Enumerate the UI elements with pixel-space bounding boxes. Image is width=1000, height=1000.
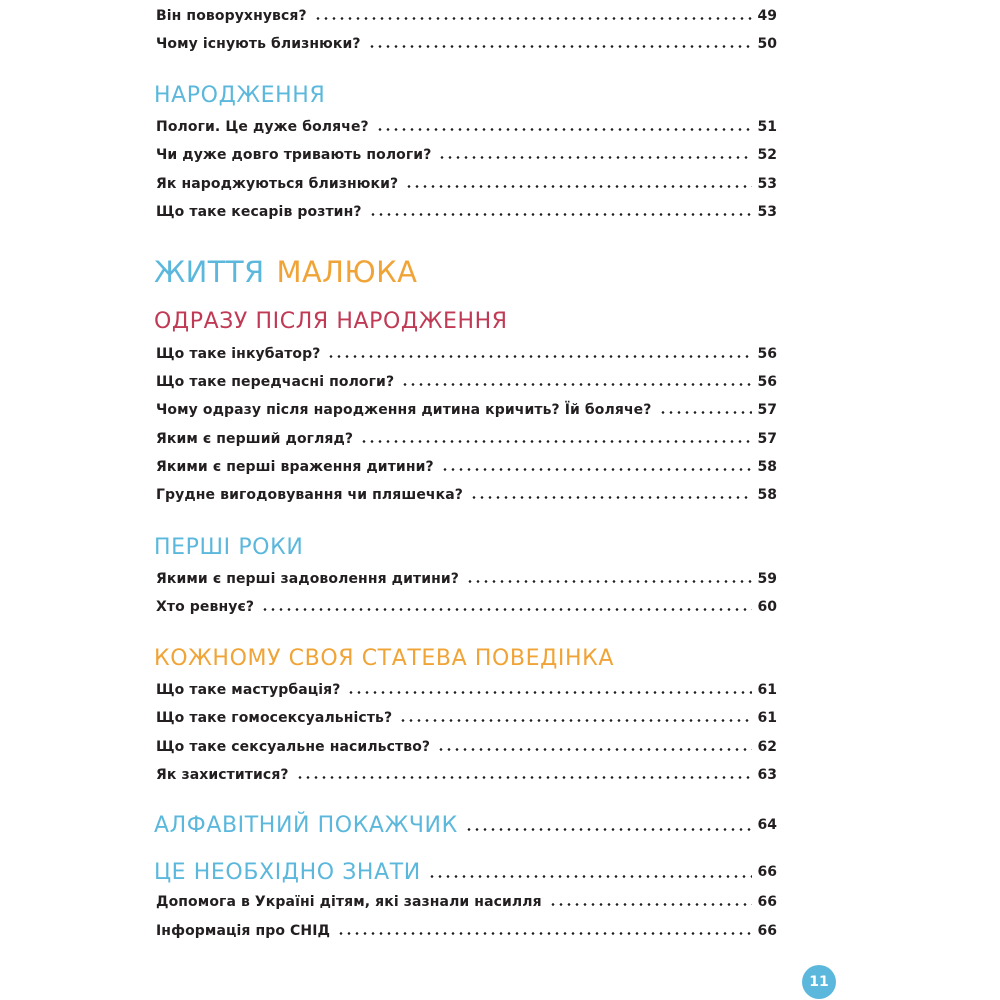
toc-entry-page: 49 xyxy=(757,8,777,24)
toc-entry-page: 50 xyxy=(757,36,777,52)
toc-entry-must-know[interactable] xyxy=(154,855,777,889)
toc-entry[interactable] xyxy=(156,427,777,451)
dot-leader xyxy=(470,496,752,499)
toc-entry-page: 56 xyxy=(757,346,777,362)
toc-entry-page: 64 xyxy=(757,817,777,833)
dot-leader xyxy=(465,828,752,831)
section-heading-after-birth[interactable]: ОДРАЗУ ПІСЛЯ НАРОДЖЕННЯ xyxy=(154,308,508,334)
part-title xyxy=(154,255,417,289)
toc-entry-page: 61 xyxy=(757,682,777,698)
toc-entry-label: Допомога в Україні дітям, які зазнали насилля xyxy=(156,894,542,910)
section-heading-index: АЛФАВІТНИЙ ПОКАЖЧИК xyxy=(154,812,458,838)
dot-leader xyxy=(368,45,752,48)
toc-entry[interactable] xyxy=(156,735,777,759)
toc-entry-page: 66 xyxy=(757,923,777,939)
toc-entry-label: Що таке сексуальне насильство? xyxy=(156,739,431,755)
toc-entry-label: Що таке передчасні пологи? xyxy=(156,374,395,390)
dot-leader xyxy=(549,903,752,906)
dot-leader xyxy=(438,156,751,159)
toc-entry[interactable] xyxy=(156,370,777,394)
toc-entry-page: 53 xyxy=(757,204,777,220)
toc-entry-label: Як захиститися? xyxy=(156,767,289,783)
toc-entry[interactable] xyxy=(156,595,777,619)
section-heading-first-years[interactable]: ПЕРШІ РОКИ xyxy=(154,534,304,560)
toc-entry[interactable] xyxy=(156,342,777,366)
toc-entry-label: Що таке інкубатор? xyxy=(156,346,321,362)
dot-leader xyxy=(659,411,752,414)
toc-entry-label: Чому існують близнюки? xyxy=(156,36,361,52)
toc-entry-label: Він поворухнувся? xyxy=(156,8,307,24)
toc-entry-page: 58 xyxy=(757,487,777,503)
toc-entry-label: Що таке гомосексуальність? xyxy=(156,710,393,726)
dot-leader xyxy=(399,719,751,722)
dot-leader xyxy=(337,932,751,935)
toc-entry-page: 56 xyxy=(757,374,777,390)
toc-entry[interactable] xyxy=(156,4,777,28)
toc-entry-page: 52 xyxy=(757,147,777,163)
section-heading-birth[interactable]: НАРОДЖЕННЯ xyxy=(154,82,326,108)
dot-leader xyxy=(296,776,752,779)
toc-entry[interactable] xyxy=(156,32,777,56)
toc-entry[interactable] xyxy=(156,143,777,167)
toc-entry-page: 62 xyxy=(757,739,777,755)
dot-leader xyxy=(437,748,751,751)
dot-leader xyxy=(441,468,752,471)
toc-entry-label: Яким є перший догляд? xyxy=(156,431,354,447)
toc-entry-label: Чому одразу після народження дитина кричить? Їй боляче? xyxy=(156,402,652,418)
toc-entry[interactable] xyxy=(156,200,777,224)
toc-entry-page: 66 xyxy=(757,894,777,910)
toc-entry-page: 63 xyxy=(757,767,777,783)
toc-entry-page: 51 xyxy=(757,119,777,135)
toc-entry-label: Якими є перші враження дитини? xyxy=(156,459,434,475)
toc-entry[interactable] xyxy=(156,115,777,139)
dot-leader xyxy=(466,580,752,583)
toc-entry-label: Пологи. Це дуже боляче? xyxy=(156,119,369,135)
toc-entry[interactable] xyxy=(156,455,777,479)
dot-leader xyxy=(327,355,751,358)
toc-entry-label: Чи дуже довго тривають пологи? xyxy=(156,147,432,163)
toc-entry[interactable] xyxy=(156,890,777,914)
toc-entry-page: 58 xyxy=(757,459,777,475)
part-title-word1: ЖИТТЯ xyxy=(154,255,265,289)
toc-entry-page: 57 xyxy=(757,402,777,418)
toc-entry-label: Хто ревнує? xyxy=(156,599,255,615)
dot-leader xyxy=(405,185,751,188)
toc-entry-page: 57 xyxy=(757,431,777,447)
dot-leader xyxy=(369,213,752,216)
toc-entry-page: 53 xyxy=(757,176,777,192)
dot-leader xyxy=(261,608,751,611)
toc-entry-label: Якими є перші задоволення дитини? xyxy=(156,571,460,587)
dot-leader xyxy=(428,875,752,878)
dot-leader xyxy=(360,440,751,443)
toc-entry-label: Що таке мастурбація? xyxy=(156,682,341,698)
toc-entry-label: Грудне вигодовування чи пляшечка? xyxy=(156,487,463,503)
section-heading-sexual-behavior[interactable]: КОЖНОМУ СВОЯ СТАТЕВА ПОВЕДІНКА xyxy=(154,645,614,671)
toc-entry-page: 60 xyxy=(757,599,777,615)
toc-entry[interactable] xyxy=(156,567,777,591)
toc-entry-label: Як народжуються близнюки? xyxy=(156,176,399,192)
toc-entry[interactable] xyxy=(156,706,777,730)
toc-entry-page: 59 xyxy=(757,571,777,587)
toc-entry[interactable] xyxy=(156,919,777,943)
dot-leader xyxy=(401,383,751,386)
toc-entry[interactable] xyxy=(156,678,777,702)
section-heading-must-know: ЦЕ НЕОБХІДНО ЗНАТИ xyxy=(154,859,421,885)
page-number-badge: 11 xyxy=(802,965,836,999)
dot-leader xyxy=(376,128,752,131)
dot-leader xyxy=(347,691,751,694)
part-title-word2: МАЛЮКА xyxy=(276,255,418,289)
toc-entry-page: 61 xyxy=(757,710,777,726)
toc-entry-page: 66 xyxy=(757,864,777,880)
dot-leader xyxy=(314,17,752,20)
toc-entry[interactable] xyxy=(156,763,777,787)
toc-entry[interactable] xyxy=(156,172,777,196)
toc-entry[interactable] xyxy=(156,398,777,422)
toc-entry[interactable] xyxy=(156,483,777,507)
toc-entry-label: Інформація про СНІД xyxy=(156,923,331,939)
toc-entry-label: Що таке кесарів розтин? xyxy=(156,204,362,220)
toc-entry-index[interactable] xyxy=(154,808,777,842)
